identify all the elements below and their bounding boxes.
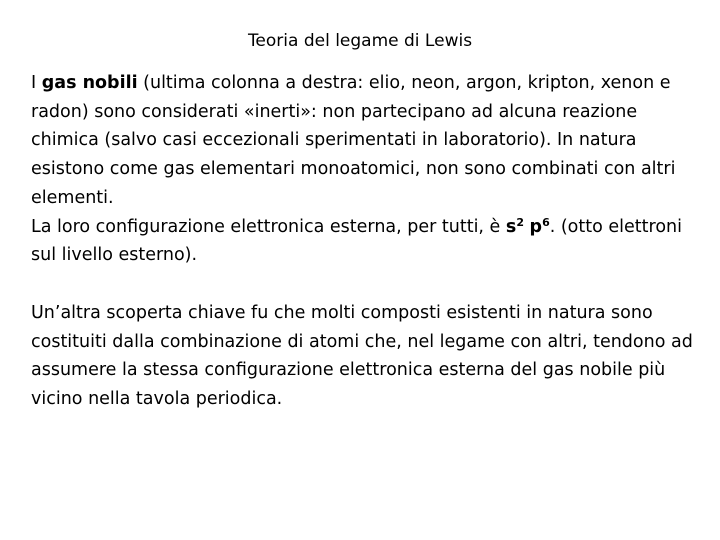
paragraph2-text-before: La loro configurazione elettronica esterna, per tutti, è: [31, 216, 506, 237]
slide-title: Teoria del legame di Lewis: [247, 31, 473, 51]
bold-term-noble-gases: gas nobili: [41, 73, 138, 93]
slide-body: [31, 69, 701, 414]
paragraph2-text-after: . (otto elettroni sul livello esterno).: [31, 216, 682, 266]
paragraph-configuration: [31, 213, 701, 270]
config-p-symbol: p: [529, 216, 543, 237]
paragraph-noble-gases: [31, 69, 701, 213]
config-s-exponent: 2: [516, 215, 524, 229]
config-s-symbol: s: [505, 216, 517, 237]
paragraph1-text: (ultima colonna a destra: elio, neon, argon, kripton, xenon e radon) sono considerati «inerti»: non partecipano ad alcuna reazione chimica (salvo casi eccezionali sperimentati in laboratorio). In natura esistono come gas elementari monoatomici, non sono combinati con altri elementi.: [31, 73, 676, 208]
paragraph1-intro: I: [31, 73, 42, 93]
paragraph-gap: [31, 270, 701, 299]
paragraph-key-discovery: Un’altra scoperta chiave fu che molti composti esistenti in natura sono costituiti dalla combinazione di atomi che, nel legame con altri, tendono ad assumere la stessa configurazione elettronica esterna del gas nobile più vicino nella tavola periodica.: [31, 302, 693, 410]
config-p-exponent: 6: [542, 215, 550, 229]
